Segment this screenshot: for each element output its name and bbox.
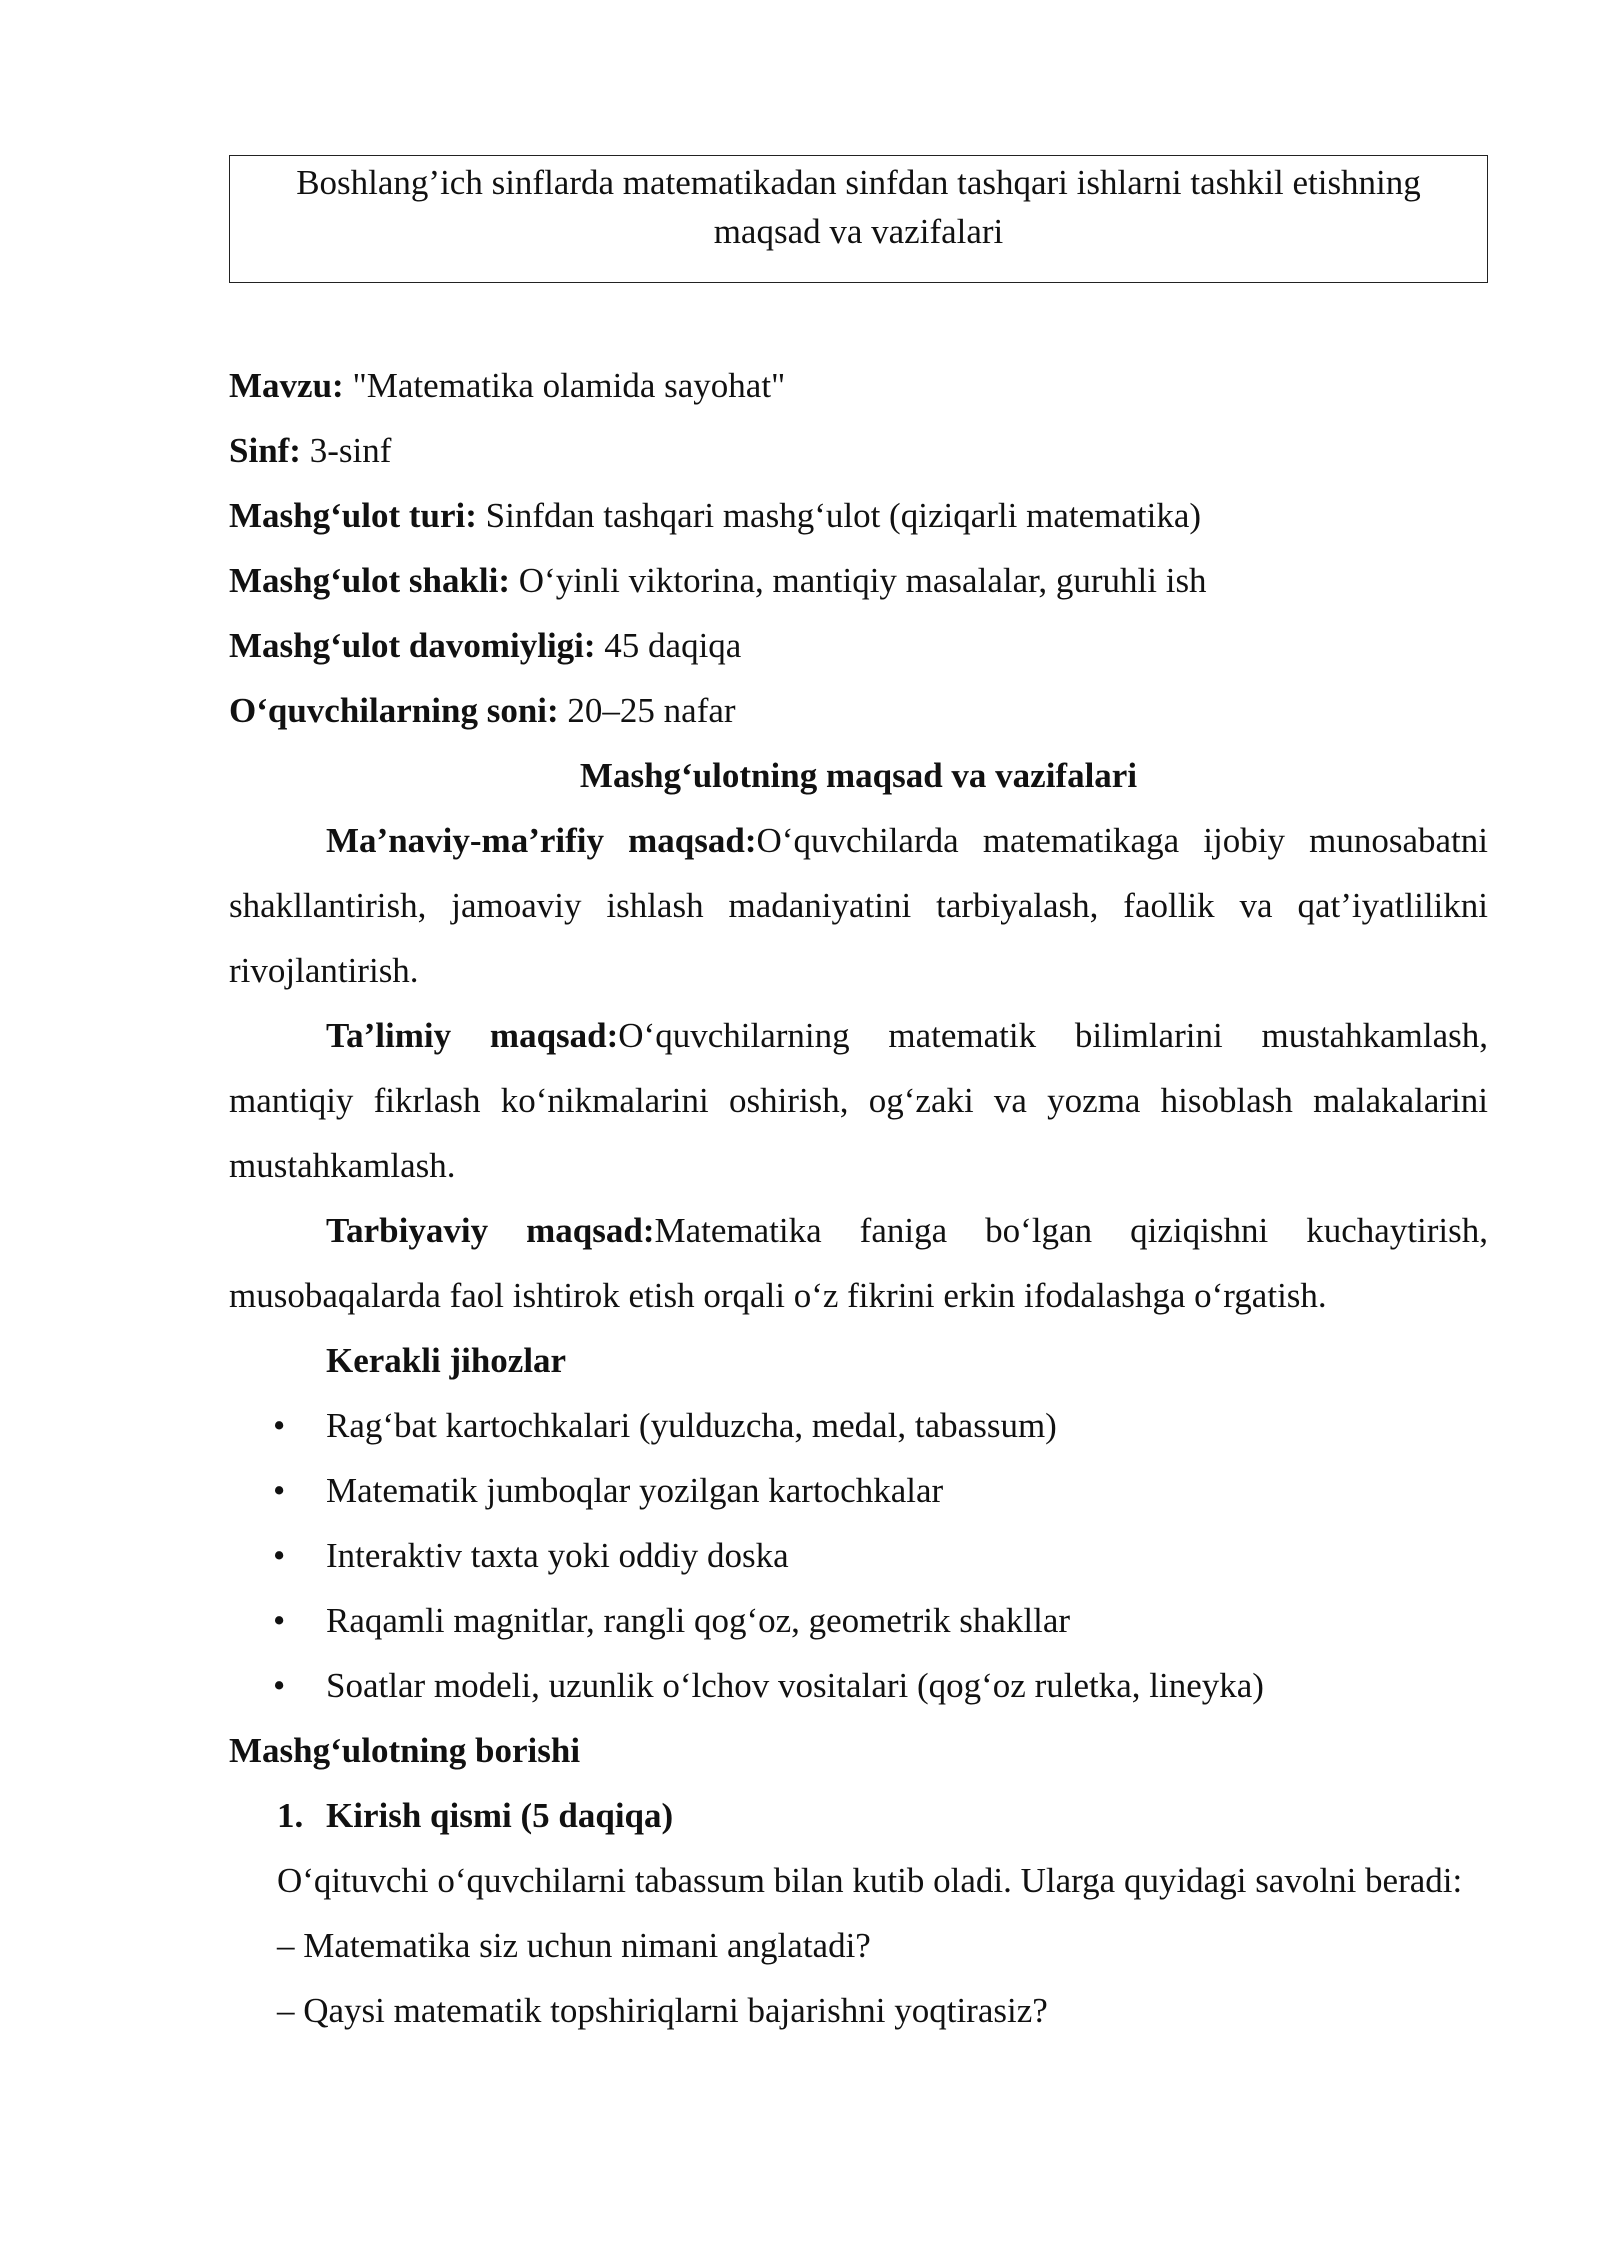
list-item xyxy=(229,1588,1488,1653)
goals-heading: Mashg‘ulotning maqsad va vazifalari xyxy=(579,756,1138,795)
field-lesson-type xyxy=(229,483,1488,548)
field-value: 3-sinf xyxy=(300,431,392,470)
field-lesson-form xyxy=(229,548,1488,613)
step-content xyxy=(229,1848,1488,2043)
step-title: Kirish qismi (5 daqiqa) xyxy=(326,1796,674,1835)
equipment-heading: Kerakli jihozlar xyxy=(326,1341,567,1380)
goal-text: Matematika faniga bo‘lgan qiziqishni kuchaytirish, musobaqalarda faol ishtirok etish orqali o‘z fikrini erkin ifodalashga o‘rgatish. xyxy=(229,1211,1488,1315)
question-line: – Qaysi matematik topshiriqlarni bajarishni yoqtirasiz? xyxy=(277,1991,1048,2030)
step-paragraph: O‘qituvchi o‘quvchilarni tabassum bilan kutib oladi. Ularga quyidagi savolni beradi: xyxy=(277,1861,1463,1900)
field-value: "Matematika olamida sayohat" xyxy=(343,366,786,405)
field-label: O‘quvchilarning soni: xyxy=(229,691,559,730)
title-box xyxy=(229,155,1488,283)
field-value: Sinfdan tashqari mashg‘ulot (qiziqarli matematika) xyxy=(476,496,1202,535)
bullet-icon: • xyxy=(273,1406,286,1445)
goal-text: O‘quvchilarning matematik bilimlarini mustahkamlash, mantiqiy fikrlash ko‘nikmalarini oshirish, og‘zaki va yozma hisoblash malakalarini mustahkamlash. xyxy=(229,1016,1488,1185)
list-item-text: Raqamli magnitlar, rangli qog‘oz, geometrik shakllar xyxy=(326,1601,1071,1640)
field-label: Mavzu: xyxy=(229,366,344,405)
goal-educational xyxy=(229,1003,1488,1198)
field-label: Mashg‘ulot shakli: xyxy=(229,561,511,600)
field-grade xyxy=(229,418,1488,483)
goal-upbringing xyxy=(229,1198,1488,1328)
list-item xyxy=(229,1393,1488,1458)
field-student-count xyxy=(229,678,1488,743)
bullet-icon: • xyxy=(273,1471,286,1510)
bullet-icon: • xyxy=(273,1666,286,1705)
document-page xyxy=(229,155,1488,2043)
field-topic xyxy=(229,353,1488,418)
list-item-text: Soatlar modeli, uzunlik o‘lchov vositalari (qog‘oz ruletka, lineyka) xyxy=(326,1666,1264,1705)
step-heading xyxy=(229,1783,1488,1848)
goal-label: Tarbiyaviy maqsad: xyxy=(326,1211,655,1250)
goal-text: O‘quvchilarda matematikaga ijobiy munosabatni shakllantirish, jamoaviy ishlash madaniyatini tarbiyalash, faollik va qat’iyatlilikni rivojlantirish. xyxy=(229,821,1488,990)
list-item xyxy=(229,1653,1488,1718)
list-item-text: Rag‘bat kartochkalari (yulduzcha, medal, tabassum) xyxy=(326,1406,1057,1445)
step-number: 1. xyxy=(277,1796,304,1835)
list-item-text: Interaktiv taxta yoki oddiy doska xyxy=(326,1536,789,1575)
field-label: Sinf: xyxy=(229,431,301,470)
procedure-heading: Mashg‘ulotning borishi xyxy=(229,1731,581,1770)
bullet-icon: • xyxy=(273,1536,286,1575)
bullet-icon: • xyxy=(273,1601,286,1640)
goal-label: Ma’naviy-ma’rifiy maqsad: xyxy=(326,821,757,860)
question-line: – Matematika siz uchun nimani anglatadi? xyxy=(277,1926,871,1965)
field-value: 45 daqiqa xyxy=(595,626,742,665)
equipment-list xyxy=(229,1393,1488,1718)
list-item xyxy=(229,1458,1488,1523)
goal-spiritual xyxy=(229,808,1488,1003)
field-label: Mashg‘ulot turi: xyxy=(229,496,477,535)
field-value: O‘yinli viktorina, mantiqiy masalalar, guruhli ish xyxy=(510,561,1207,600)
field-value: 20–25 nafar xyxy=(558,691,736,730)
list-item xyxy=(229,1523,1488,1588)
list-item-text: Matematik jumboqlar yozilgan kartochkalar xyxy=(326,1471,944,1510)
goal-label: Ta’limiy maqsad: xyxy=(326,1016,619,1055)
field-label: Mashg‘ulot davomiyligi: xyxy=(229,626,596,665)
field-duration xyxy=(229,613,1488,678)
document-title: Boshlang’ich sinflarda matematikadan sinfdan tashqari ishlarni tashkil etishning maqsad va vazifalari xyxy=(296,163,1421,251)
